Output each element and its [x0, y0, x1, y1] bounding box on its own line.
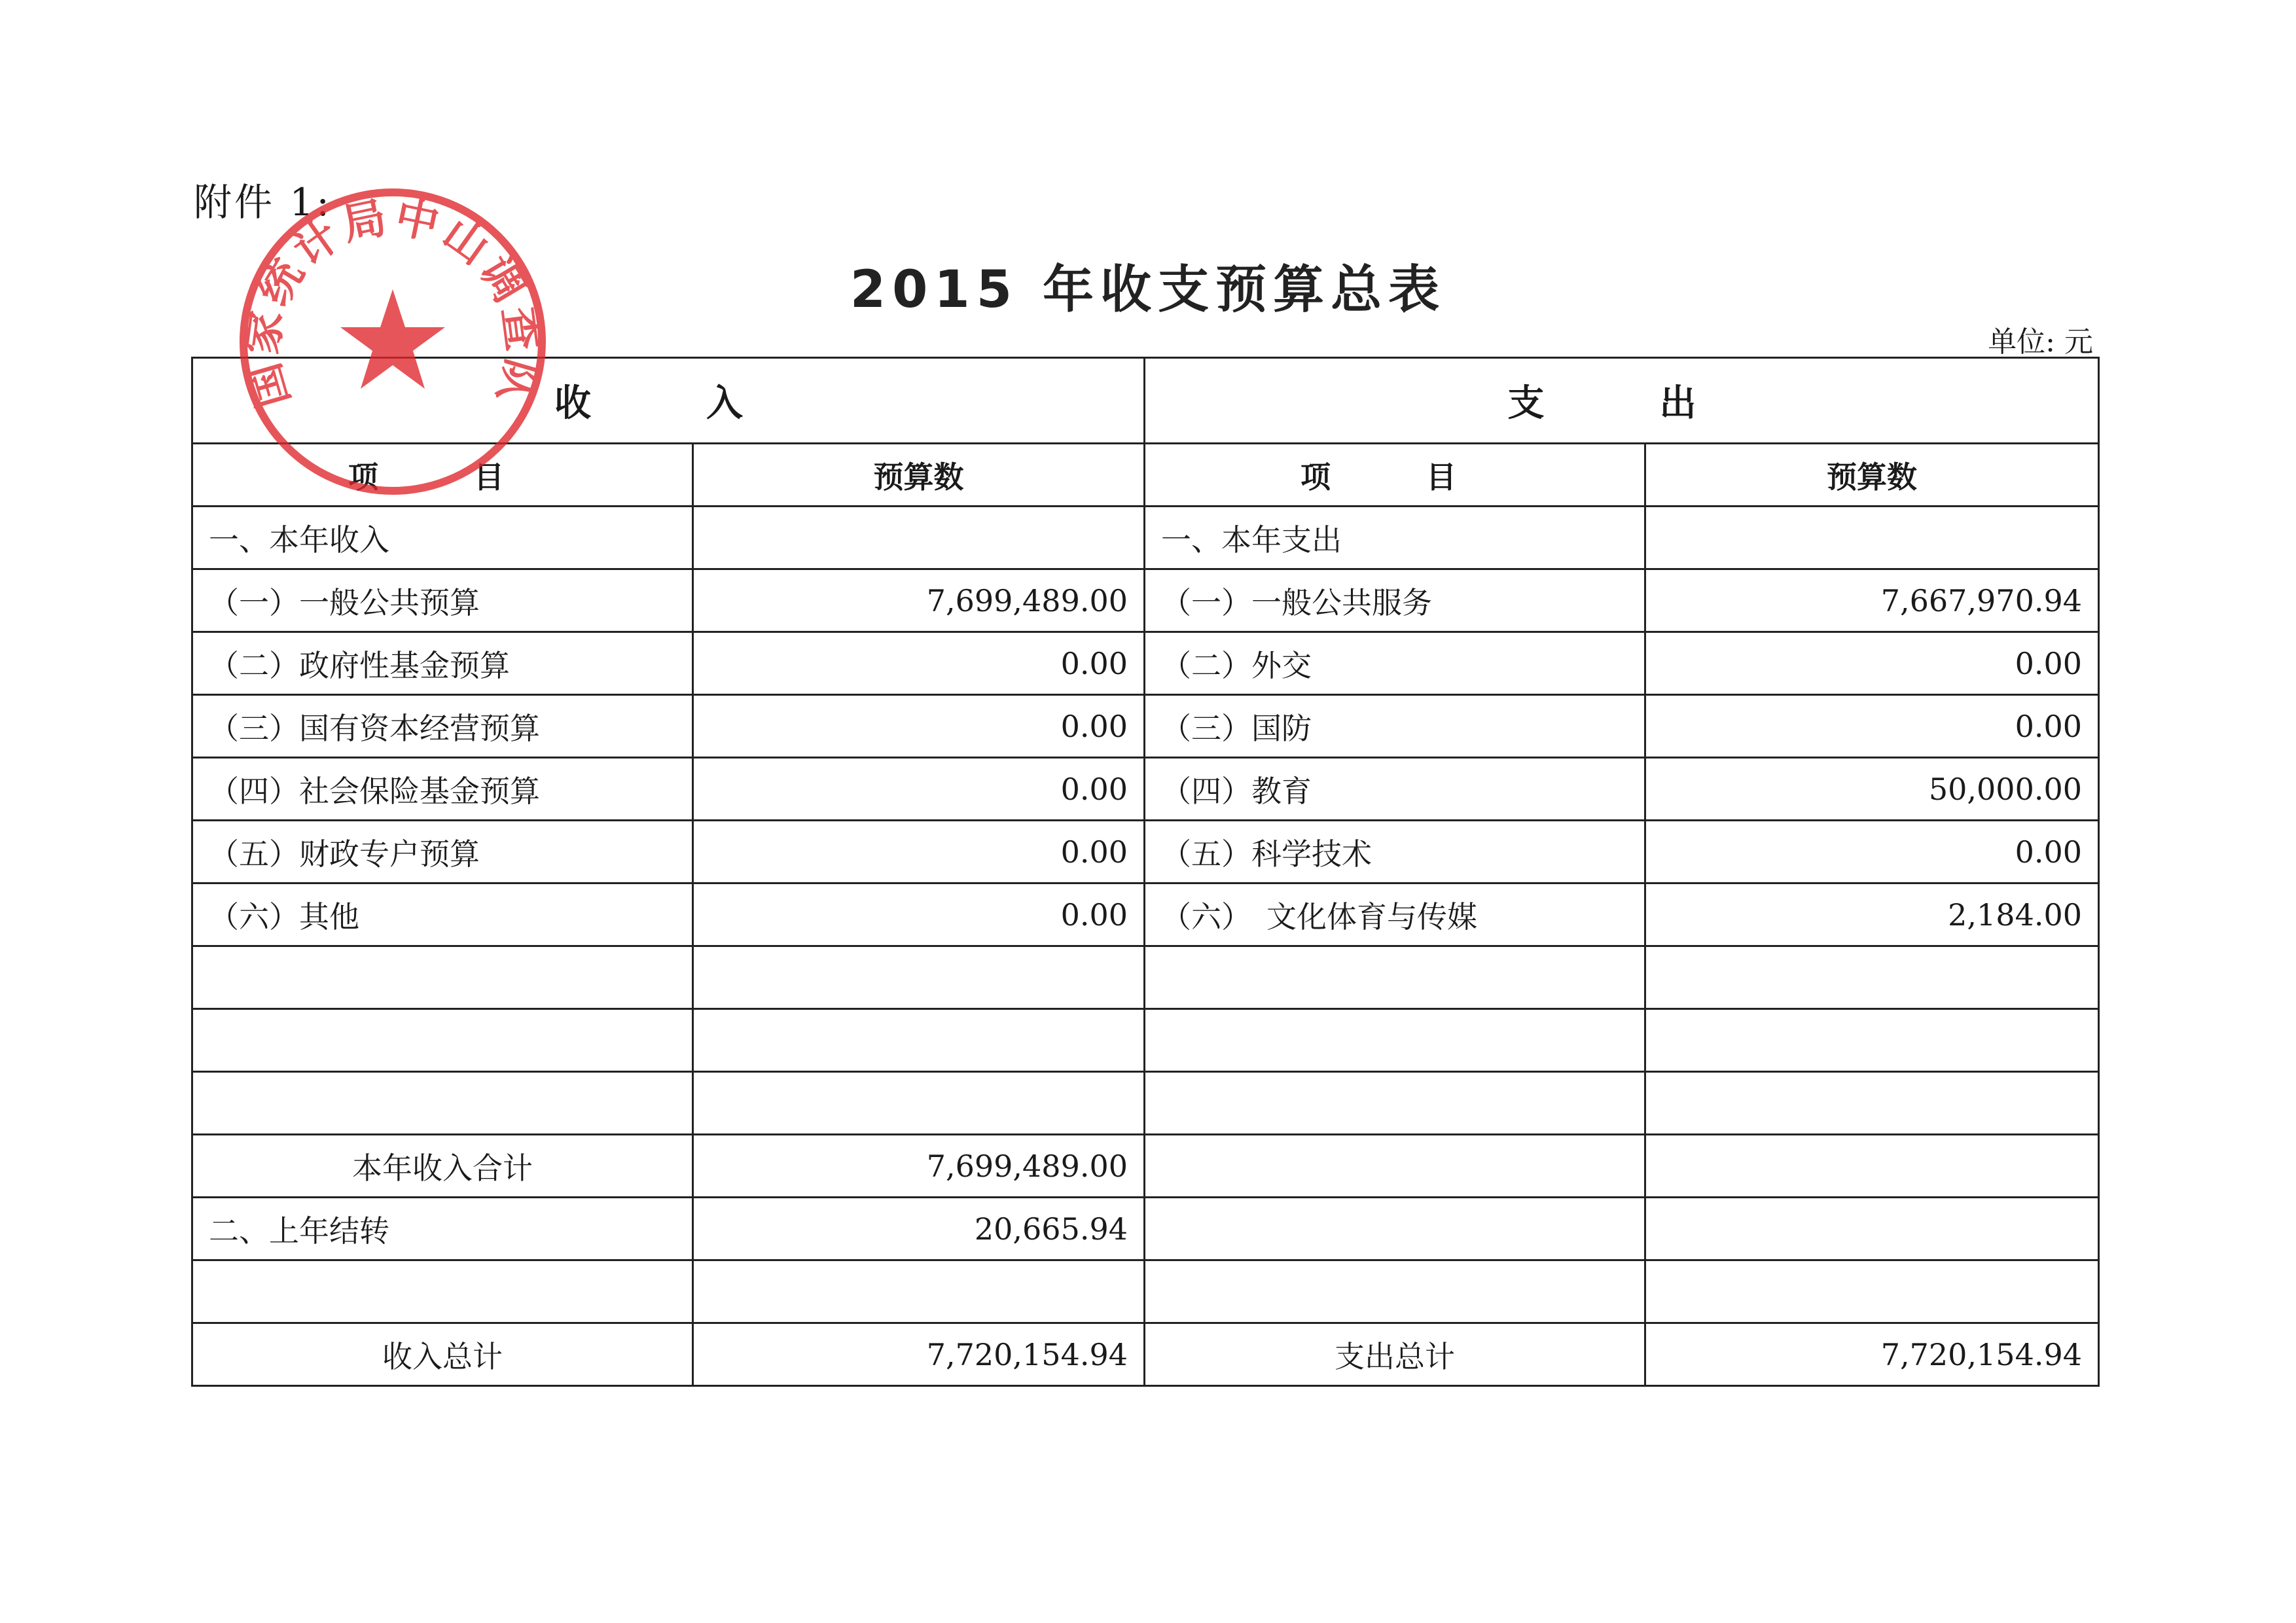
empty-cell: [1145, 1260, 1645, 1323]
section-header-row: [192, 358, 2099, 444]
income-item: （六）其他: [192, 883, 693, 946]
expense-item-header: 项 目: [1145, 444, 1645, 507]
table-row: [192, 695, 2099, 758]
expense-total-value: 7,720,154.94: [1645, 1323, 2099, 1386]
income-item: （五）财政专户预算: [192, 821, 693, 883]
table-row: [192, 1009, 2099, 1072]
expense-item: （一）一般公共服务: [1145, 569, 1645, 632]
expense-item: [1145, 946, 1645, 1009]
expense-value: [1645, 1009, 2099, 1072]
expense-value: 50,000.00: [1645, 758, 2099, 821]
income-item: [192, 946, 693, 1009]
table-row: [192, 632, 2099, 695]
income-value: [693, 946, 1145, 1009]
carryover-value: 20,665.94: [693, 1198, 1145, 1260]
expense-value: 7,667,970.94: [1645, 569, 2099, 632]
total-row: [192, 1323, 2099, 1386]
income-subtotal-label: 本年收入合计: [192, 1135, 693, 1198]
expense-value: 0.00: [1645, 695, 2099, 758]
income-item: （三）国有资本经营预算: [192, 695, 693, 758]
expense-item: （四）教育: [1145, 758, 1645, 821]
expense-value: [1645, 507, 2099, 569]
table-row: [192, 758, 2099, 821]
income-value: [693, 507, 1145, 569]
table-row: [192, 507, 2099, 569]
expense-header: 支 出: [1145, 358, 2099, 444]
empty-cell: [1645, 1198, 2099, 1260]
expense-value: 0.00: [1645, 632, 2099, 695]
income-total-value: 7,720,154.94: [693, 1323, 1145, 1386]
empty-cell: [1145, 1198, 1645, 1260]
income-subtotal-row: [192, 1135, 2099, 1198]
empty-cell: [1645, 1260, 2099, 1323]
income-value: [693, 1009, 1145, 1072]
expense-item: 一、本年支出: [1145, 507, 1645, 569]
carryover-row: [192, 1198, 2099, 1260]
income-value: 0.00: [693, 821, 1145, 883]
empty-cell: [1145, 1135, 1645, 1198]
income-budget-header: 预算数: [693, 444, 1145, 507]
income-value: 0.00: [693, 632, 1145, 695]
income-value: 0.00: [693, 883, 1145, 946]
empty-cell: [693, 1260, 1145, 1323]
expense-total-label: 支出总计: [1145, 1323, 1645, 1386]
income-item: （一）一般公共预算: [192, 569, 693, 632]
unit-label: 单位: 元: [1988, 325, 2093, 359]
expense-item: （六） 文化体育与传媒: [1145, 883, 1645, 946]
income-item: 一、本年收入: [192, 507, 693, 569]
income-total-label: 收入总计: [192, 1323, 693, 1386]
table-row: [192, 1072, 2099, 1135]
income-item: （四）社会保险基金预算: [192, 758, 693, 821]
column-header-row: [192, 444, 2099, 507]
table-row: [192, 821, 2099, 883]
expense-value: 0.00: [1645, 821, 2099, 883]
empty-cell: [1645, 1135, 2099, 1198]
expense-item: （三）国防: [1145, 695, 1645, 758]
income-item: [192, 1009, 693, 1072]
table-row: [192, 1260, 2099, 1323]
carryover-label: 二、上年结转: [192, 1198, 693, 1260]
expense-item: [1145, 1009, 1645, 1072]
budget-table: [191, 357, 2100, 1387]
expense-value: [1645, 1072, 2099, 1135]
page-title: 2015 年收支预算总表: [850, 260, 1446, 319]
expense-item: [1145, 1072, 1645, 1135]
income-value: [693, 1072, 1145, 1135]
income-value: 0.00: [693, 758, 1145, 821]
expense-item: （五）科学技术: [1145, 821, 1645, 883]
income-item-header: 项 目: [192, 444, 693, 507]
expense-item: （二）外交: [1145, 632, 1645, 695]
income-subtotal-value: 7,699,489.00: [693, 1135, 1145, 1198]
empty-cell: [192, 1260, 693, 1323]
attachment-label: 附件 1:: [194, 180, 332, 224]
table-row: [192, 569, 2099, 632]
expense-budget-header: 预算数: [1645, 444, 2099, 507]
seal-text: 国家统计局中山调查队: [236, 191, 549, 414]
income-header: 收 入: [192, 358, 1145, 444]
income-item: [192, 1072, 693, 1135]
income-value: 7,699,489.00: [693, 569, 1145, 632]
expense-value: 2,184.00: [1645, 883, 2099, 946]
table-row: [192, 883, 2099, 946]
income-item: （二）政府性基金预算: [192, 632, 693, 695]
table-row: [192, 946, 2099, 1009]
expense-value: [1645, 946, 2099, 1009]
income-value: 0.00: [693, 695, 1145, 758]
